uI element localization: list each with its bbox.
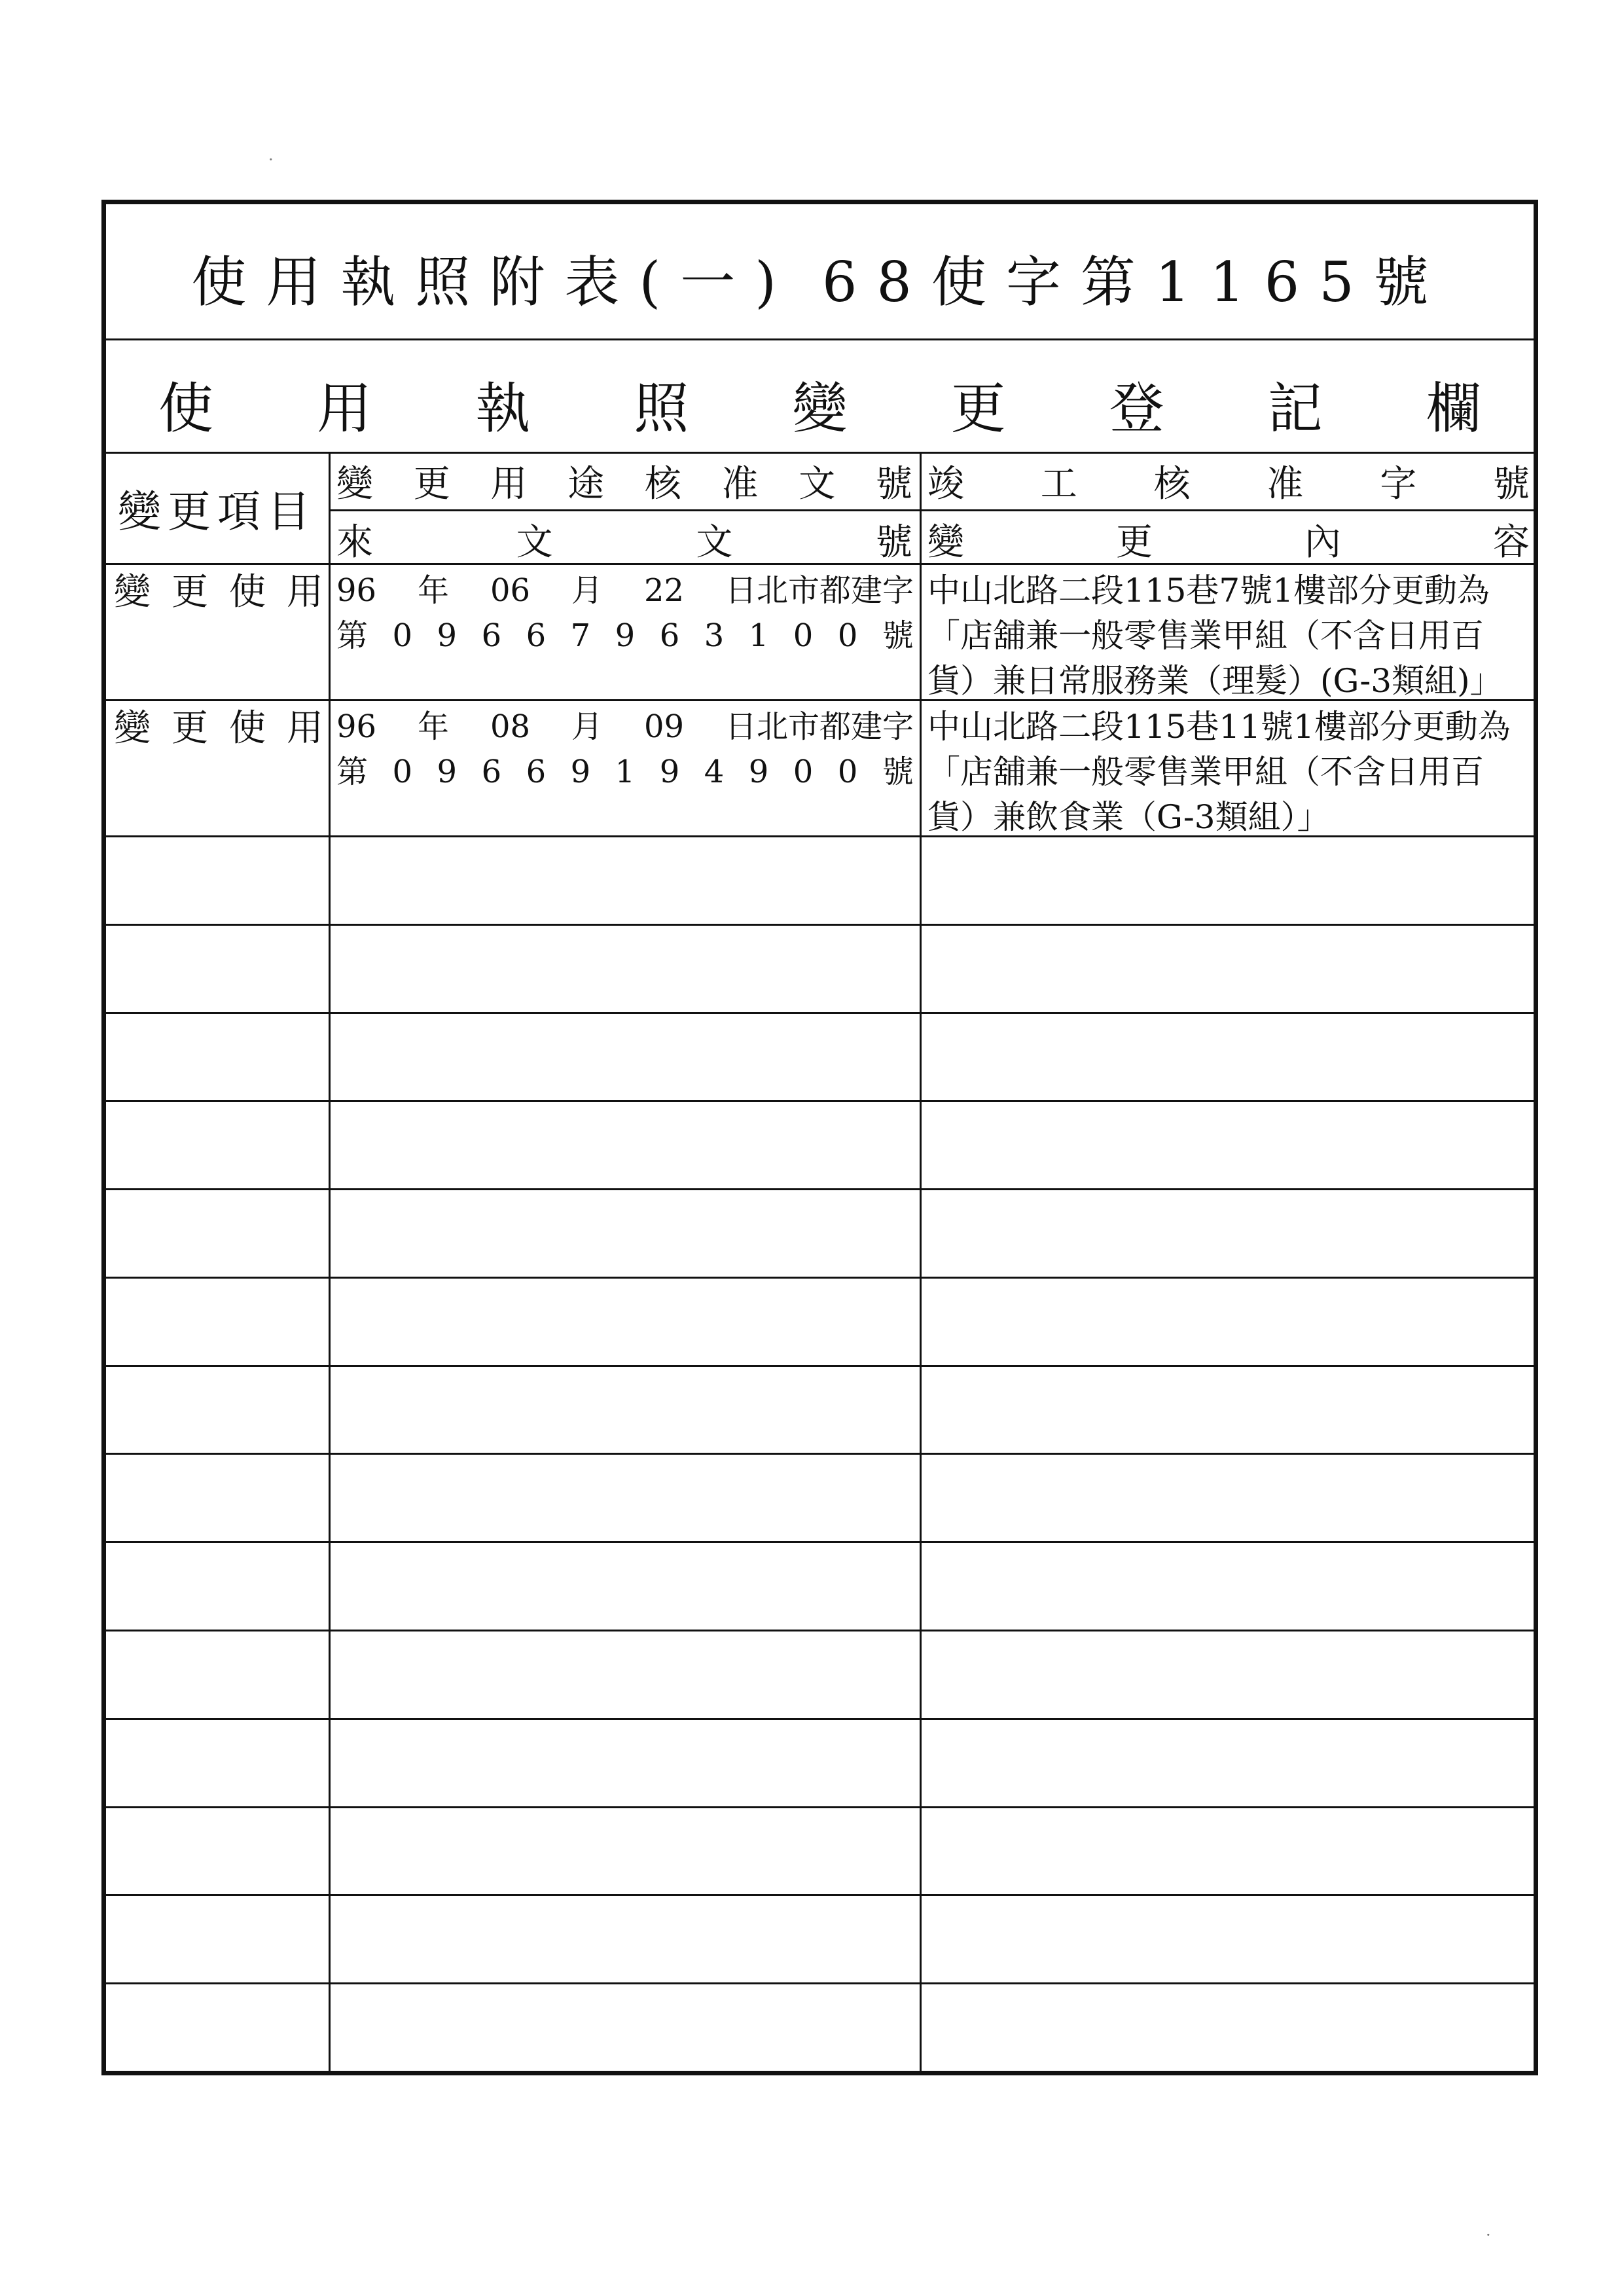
spread-char: 竣 — [927, 463, 964, 505]
empty-row-divider — [106, 1982, 1534, 1984]
scan-dot: · — [268, 151, 274, 169]
spread-char: 6 — [659, 617, 680, 654]
spread-char: 0 — [793, 754, 814, 790]
spread-char: 號 — [882, 617, 914, 654]
spread-char: 核 — [1153, 463, 1191, 505]
spread-char: 來 — [336, 521, 373, 564]
section-title — [158, 365, 1481, 444]
spread-char: 9 — [748, 754, 769, 790]
header-source-number — [336, 516, 912, 563]
spread-char: 號 — [1492, 463, 1530, 505]
spread-char: 執 — [475, 376, 531, 441]
spread-char: 變 — [336, 463, 373, 505]
empty-row-divider — [106, 1100, 1534, 1102]
spread-char: 0 — [837, 754, 858, 790]
scan-dot: · — [1486, 2226, 1491, 2244]
title-part: 號 — [1373, 250, 1448, 314]
spread-char: 登 — [1109, 376, 1164, 441]
title-part: 使字第 — [931, 250, 1155, 314]
spread-char: 9 — [615, 617, 636, 654]
spread-char: 號 — [875, 463, 912, 505]
row-source-line1 — [336, 704, 914, 750]
spread-char: 用 — [287, 571, 323, 613]
spread-char: 用 — [317, 376, 372, 441]
spread-char: 第 — [336, 754, 369, 790]
header-completion-number — [927, 457, 1530, 505]
spread-char: 准 — [721, 463, 759, 505]
spread-char: 使 — [229, 571, 266, 613]
spread-char: 號 — [875, 521, 912, 564]
empty-row-divider — [106, 1630, 1534, 1631]
header-approval-number — [336, 457, 912, 505]
spread-char: 9 — [659, 754, 680, 790]
spread-char: 核 — [644, 463, 681, 505]
spread-char: 使 — [229, 707, 266, 750]
form-frame — [101, 200, 1538, 2075]
spread-char: 7 — [570, 617, 591, 654]
column-divider-1 — [329, 452, 331, 2071]
spread-char: 4 — [704, 754, 725, 790]
row-change-content: 中山北路二段115巷11號1樓部分更動為「店舖兼一般零售業甲組（不含日用百貨）兼飲食業（G-3類組）」 — [927, 708, 1511, 835]
spread-char: 號 — [882, 754, 914, 790]
spread-char: 文 — [516, 521, 553, 564]
title-part: 1165 — [1155, 250, 1374, 314]
empty-row-divider — [106, 924, 1534, 926]
spread-char: 09 — [643, 708, 685, 745]
empty-row-divider — [106, 1718, 1534, 1720]
spread-char: 3 — [704, 617, 725, 654]
spread-char: 更 — [950, 376, 1006, 441]
spread-char: 0 — [392, 617, 413, 654]
spread-char: 6 — [526, 617, 547, 654]
spread-char: 照 — [634, 376, 689, 441]
spread-char: 更 — [413, 463, 450, 505]
spread-char: 變 — [792, 376, 848, 441]
empty-row-divider — [106, 1541, 1534, 1543]
spread-char: 日北市都建字 — [725, 708, 914, 745]
spread-char: 准 — [1267, 463, 1304, 505]
spread-char: 更 — [171, 571, 208, 613]
spread-char: 1 — [748, 617, 769, 654]
header-item-label: 變更項目 — [118, 486, 317, 537]
spread-char: 欄 — [1426, 376, 1481, 441]
spread-char: 96 — [336, 572, 377, 609]
spread-char: 6 — [481, 617, 502, 654]
row-source-line2 — [336, 613, 914, 659]
title-part: 表 — [564, 250, 639, 314]
empty-row-divider — [106, 1188, 1534, 1190]
title-part: 執 — [340, 250, 416, 314]
spread-char: 年 — [418, 572, 450, 609]
row-item — [114, 706, 323, 750]
form-title — [106, 238, 1534, 318]
row-source-line2 — [336, 750, 914, 795]
spread-char: 96 — [336, 708, 377, 745]
title-part: 照 — [415, 250, 490, 314]
spread-char: 途 — [567, 463, 605, 505]
spread-char: 用 — [287, 707, 323, 750]
spread-char: 06 — [490, 572, 531, 609]
header-split-line — [329, 509, 1534, 511]
spread-char: 0 — [837, 617, 858, 654]
empty-row-divider — [106, 1806, 1534, 1808]
row-item — [114, 570, 323, 613]
spread-char: 容 — [1493, 521, 1530, 564]
spread-char: 0 — [793, 617, 814, 654]
spread-char: 年 — [418, 708, 450, 745]
spread-char: 6 — [526, 754, 547, 790]
title-part: (一) — [639, 250, 796, 314]
spread-char: 變 — [114, 571, 151, 613]
empty-row-divider — [106, 1365, 1534, 1367]
empty-row-divider — [106, 1012, 1534, 1014]
spread-char: 記 — [1267, 376, 1323, 441]
row-source-line1 — [336, 568, 914, 613]
spread-char: 變 — [114, 707, 151, 750]
spread-char: 文 — [799, 463, 836, 505]
title-part: 附 — [490, 250, 565, 314]
spread-char: 9 — [437, 754, 458, 790]
title-part: 使 — [191, 250, 266, 314]
empty-row-divider — [106, 1277, 1534, 1279]
spread-char: 9 — [570, 754, 591, 790]
title-divider — [106, 338, 1534, 340]
spread-char: 6 — [481, 754, 502, 790]
title-part: 68 — [821, 250, 931, 314]
spread-char: 變 — [927, 521, 964, 564]
spread-char: 22 — [643, 572, 685, 609]
spread-char: 月 — [571, 708, 603, 745]
title-part: 用 — [266, 250, 341, 314]
spread-char: 內 — [1304, 521, 1341, 564]
spread-char: 1 — [615, 754, 636, 790]
spread-char: 更 — [1116, 521, 1153, 564]
spread-char: 0 — [392, 754, 413, 790]
spread-char: 9 — [437, 617, 458, 654]
header-item-cell — [106, 452, 329, 563]
spread-char: 工 — [1040, 463, 1077, 505]
empty-row-divider — [106, 1894, 1534, 1896]
row-divider — [106, 835, 1534, 837]
spread-char: 更 — [171, 707, 208, 750]
header-change-content — [927, 516, 1530, 563]
row-change-content: 中山北路二段115巷7號1樓部分更動為「店舖兼一般零售業甲組（不含日用百貨）兼日常服務業（理髮）(G-3類組)」 — [927, 572, 1503, 699]
spread-char: 用 — [490, 463, 528, 505]
spread-char: 08 — [490, 708, 531, 745]
spread-char: 文 — [696, 521, 733, 564]
spread-char: 日北市都建字 — [725, 572, 914, 609]
column-divider-2 — [920, 452, 922, 2071]
spread-char: 字 — [1380, 463, 1417, 505]
spread-char: 使 — [158, 376, 214, 441]
spread-char: 第 — [336, 617, 369, 654]
spread-char: 月 — [571, 572, 603, 609]
empty-row-divider — [106, 1453, 1534, 1455]
